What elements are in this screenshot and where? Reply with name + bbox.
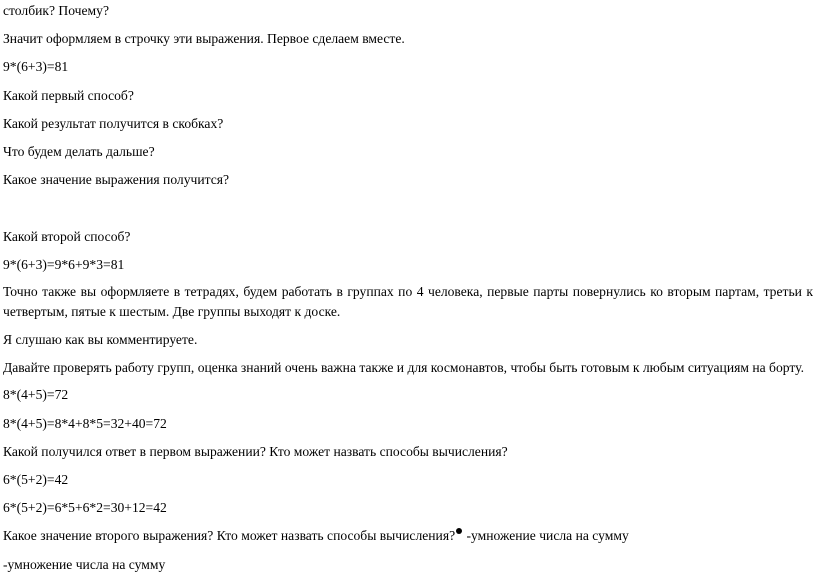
question-text: Какое значение второго выражения? Кто может назвать способы вычисления? [3,528,456,543]
math-expression: 9*(6+3)=81 [3,59,69,74]
text-line: Значит оформляем в строчку эти выражения. Первое сделаем вместе. [3,31,405,46]
math-expression: 8*(4+5)=72 [3,387,69,402]
math-expression: 8*(4+5)=8*4+8*5=32+40=72 [3,416,167,431]
text-line: Давайте проверять работу групп, оценка знаний очень важна также и для космонавтов, чтобы быть готовым к любым ситуациям на борту. [3,360,804,375]
text-line: -умножение числа на сумму [3,557,166,572]
math-expression: 6*(5+2)=42 [3,472,69,487]
question-line: Какой результат получится в скобках? [3,116,224,131]
method-text: -умножение числа на сумму [463,528,629,543]
question-line: Какое значение выражения получится? [3,172,230,187]
question-line: Какой первый способ? [3,88,134,103]
instruction-paragraph: Точно также вы оформляете в тетрадях, будем работать в группах по 4 человека, первые парты повернулись ко вторым партам, третьи к четвертым, пятые к шестым. Две группы выходят к доске. [3,284,813,319]
question-line: Что будем делать дальше? [3,144,155,159]
bullet-icon [456,528,462,534]
text-line: столбик? Почему? [3,3,109,18]
math-expression: 9*(6+3)=9*6+9*3=81 [3,257,125,272]
text-line: Я слушаю как вы комментируете. [3,332,198,347]
math-expression: 6*(5+2)=6*5+6*2=30+12=42 [3,500,167,515]
question-line [3,528,629,544]
question-line: Какой получился ответ в первом выражении? Кто может назвать способы вычисления? [3,444,508,459]
question-line: Какой второй способ? [3,229,131,244]
